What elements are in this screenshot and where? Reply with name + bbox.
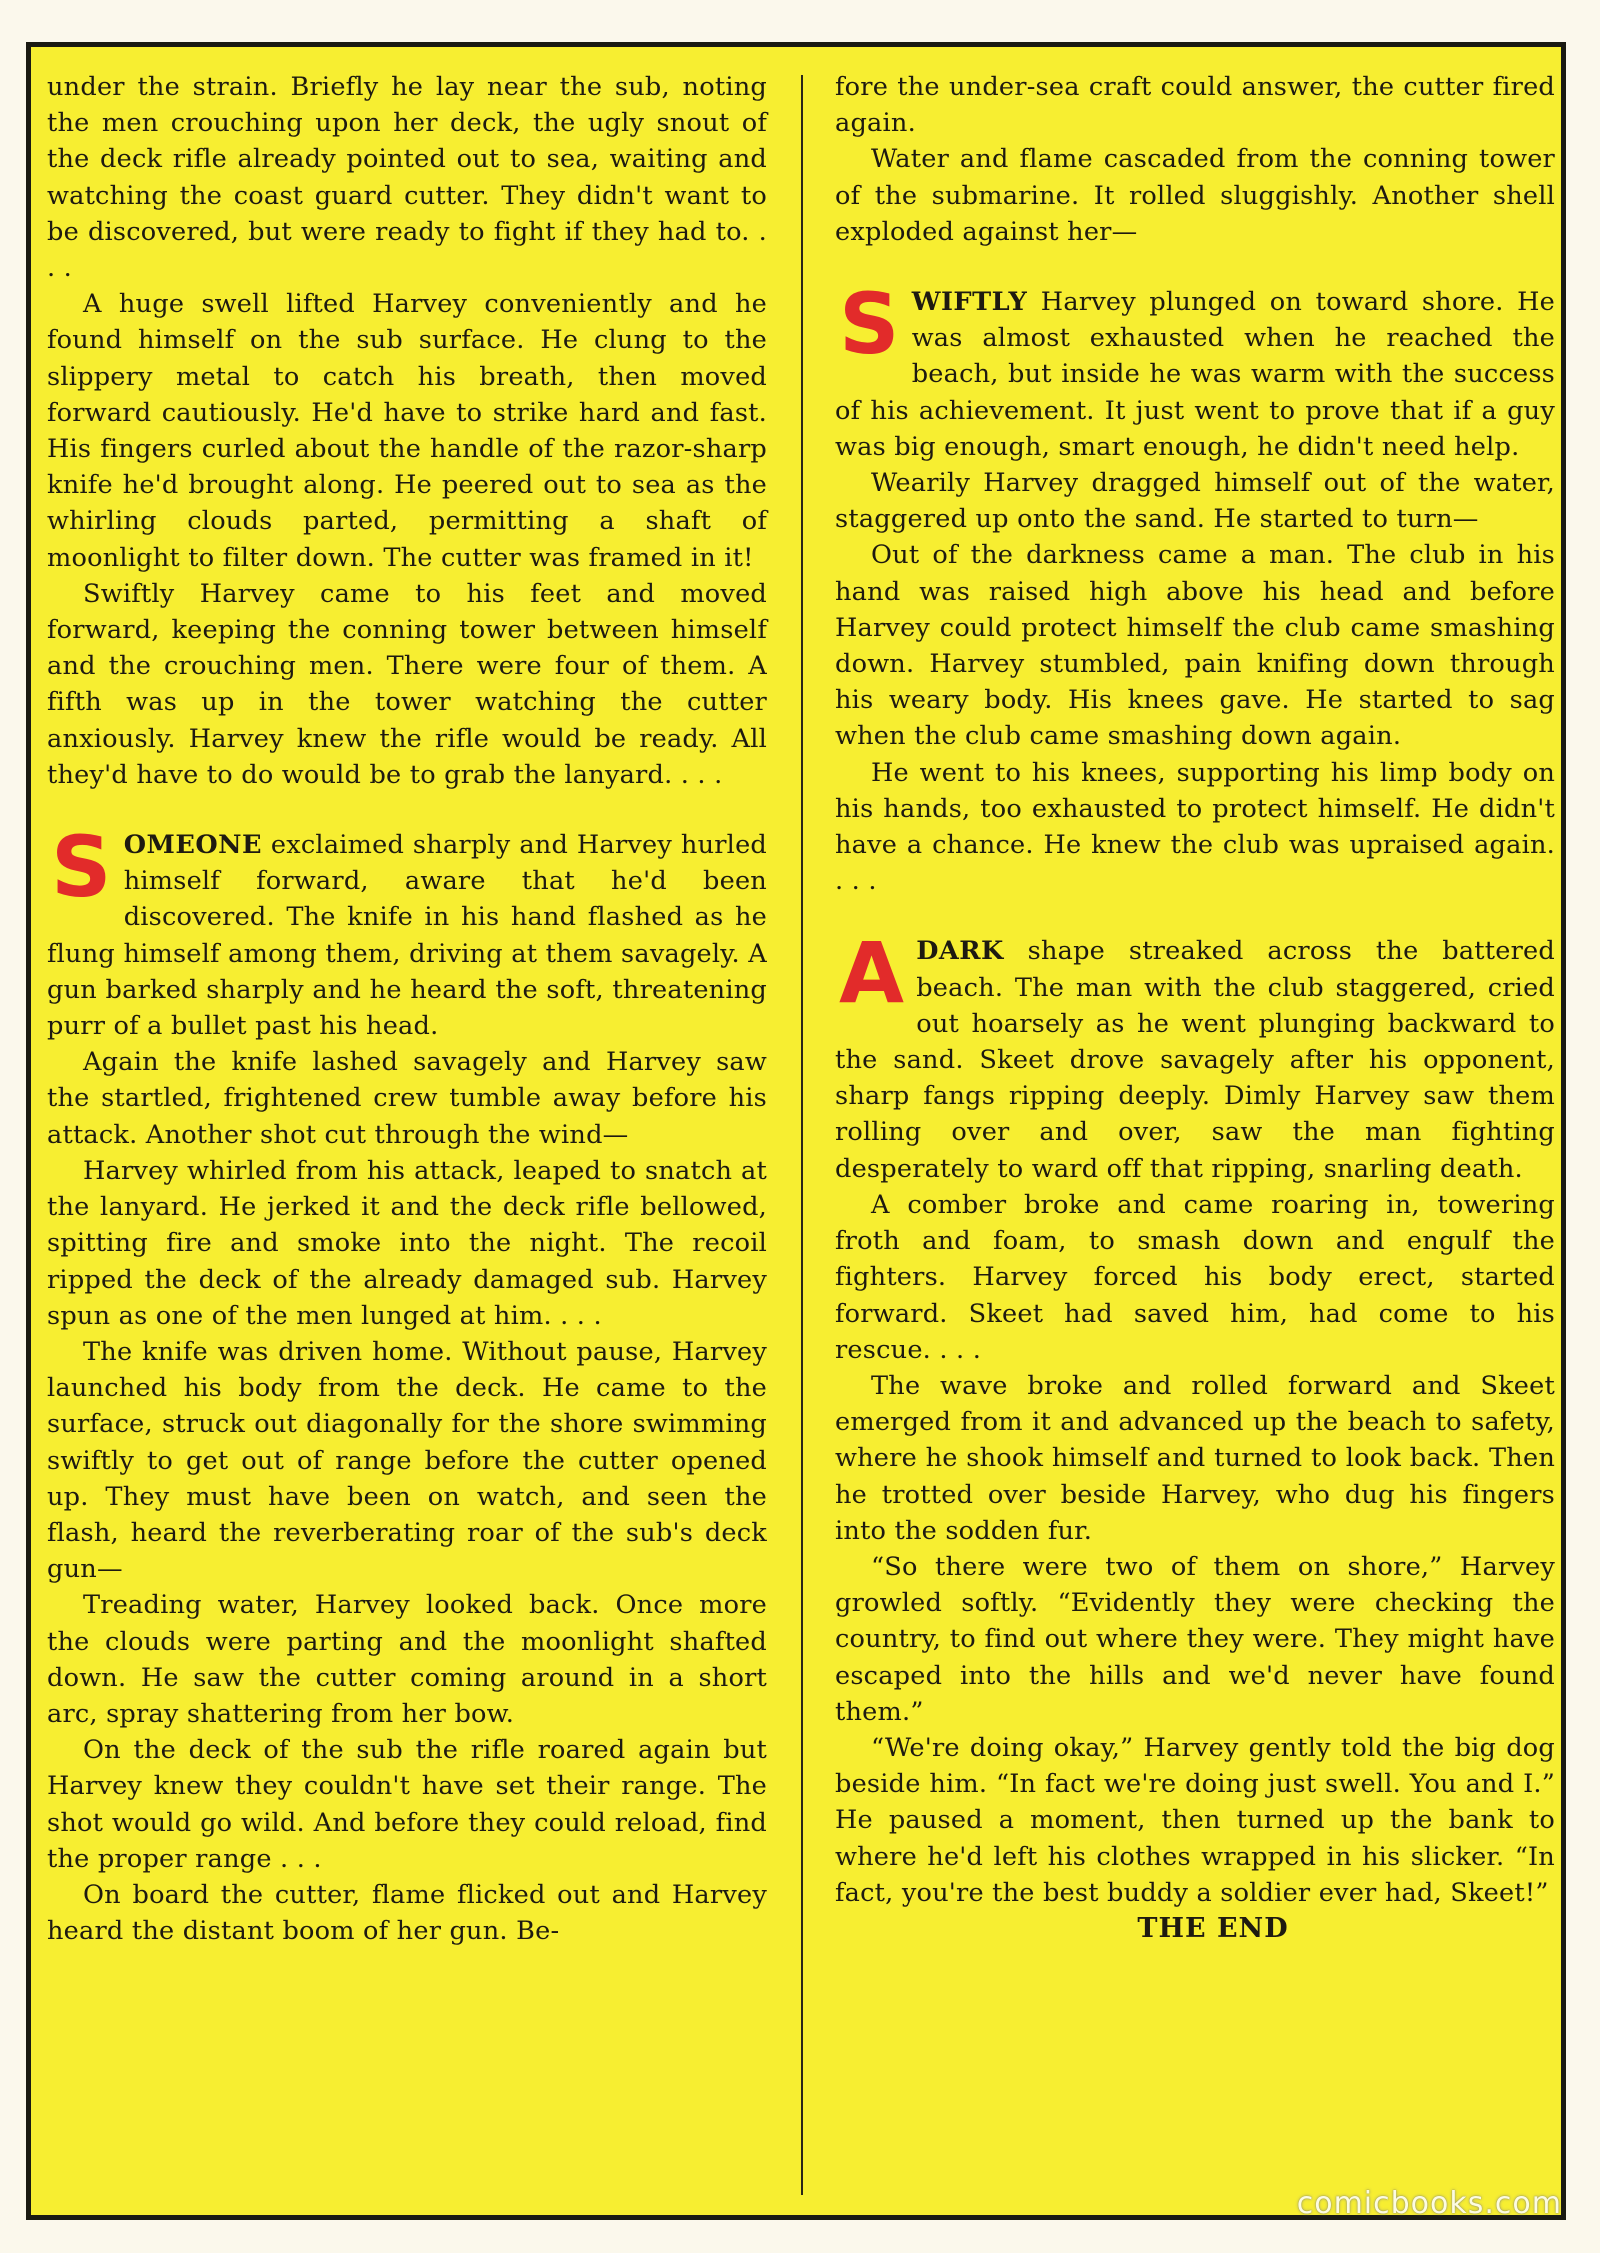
paragraph: The wave broke and rolled forward and Skeet emerged from it and advanced up the beach to safety, where he shook himself and turned to look back. Then he trotted over beside Harvey, who dug his fingers into the sodden fur.: [835, 1370, 1555, 1546]
paragraph: A huge swell lifted Harvey conveniently and he found himself on the sub surface. He clung to the slippery metal to catch his breath, then moved forward cautiously. He'd have to strike hard and fast. His fingers curled about the handle of the razor-sharp knife he'd brought along. He peered out to sea as the whirling clouds parted, permitting a shaft of moonlight to filter down. The cutter was framed in it!: [47, 289, 767, 573]
paragraph: The knife was driven home. Without pause, Harvey launched his body from the deck. He came to the surface, struck out diagonally for the shore swimming swiftly to get out of range before the cutter opened up. They must have been on watch, and seen the flash, heard the reverberating roar of the sub's deck gun—: [47, 1336, 767, 1585]
right-column: [835, 69, 1555, 1947]
column-divider: [801, 75, 803, 2195]
paragraph: On board the cutter, flame flicked out and Harvey heard the distant boom of her gun. Be-: [47, 1879, 767, 1947]
paragraph: Out of the darkness came a man. The club in his hand was raised high above his head and before Harvey could protect himself the club came smashing down. Harvey stumbled, pain knifing down through his weary body. His knees gave. He started to sag when the club came smashing down again.: [835, 540, 1555, 752]
paragraph: Water and flame cascaded from the conning tower of the submarine. It rolled sluggishly. Another shell exploded against her—: [835, 144, 1555, 247]
paragraph-text: Harvey plunged on toward shore. He was almost exhausted when he reached the beach, but inside he was warm with the success of his achievement. It just went to prove that if a guy was big enough, smart enough, he didn't need help.: [835, 287, 1555, 462]
drop-cap-letter: A: [839, 924, 905, 1023]
paragraph: “So there were two of them on shore,” Harvey growled softly. “Evidently they were checking the country, to find out where they were. They might have escaped into the hills and we'd never have found them.”: [835, 1551, 1555, 1727]
lead-word: OMEONE: [123, 830, 263, 861]
drop-cap-paragraph: [835, 275, 1555, 465]
lead-word: WIFTLY: [911, 287, 1028, 318]
paragraph: “We're doing okay,” Harvey gently told the big dog beside him. “In fact we're doing just swell. You and I.” He paused a moment, then turned up the bank to where he'd left his clothes wrapped in his slicker. “In fact, you're the best buddy a soldier ever had, Skeet!”: [835, 1732, 1555, 1908]
drop-cap-paragraph: [47, 818, 767, 1044]
story-frame: [26, 42, 1566, 2220]
paragraph: A comber broke and came roaring in, towering froth and foam, to smash down and engulf the fighters. Harvey forced his body erect, started forward. Skeet had saved him, had come to his rescue. . . .: [835, 1189, 1555, 1365]
paragraph-text: shape streaked across the battered beach. The man with the club staggered, cried out hoarsely as he went plunging backward to the sand. Skeet drove savagely after his opponent, sharp fangs ripping deeply. Dimly Harvey saw them rolling over and over, saw the man fighting desperately to ward off that ripping, snarling death.: [835, 936, 1555, 1184]
paragraph: under the strain. Briefly he lay near the sub, noting the men crouching upon her deck, the ugly snout of the deck rifle already pointed out to sea, waiting and watching the coast guard cutter. They didn't want to be discovered, but were ready to fight if they had to. . . .: [47, 72, 767, 284]
paragraph: fore the under-sea craft could answer, the cutter fired again.: [835, 72, 1555, 139]
paragraph: Wearily Harvey dragged himself out of the water, staggered up onto the sand. He started to turn—: [835, 468, 1555, 535]
paragraph: Treading water, Harvey looked back. Once more the clouds were parting and the moonlight shafted down. He saw the cutter coming around in a short arc, spray shattering from her bow.: [47, 1590, 767, 1729]
paragraph: He went to his knees, supporting his limp body on his hands, too exhausted to protect himself. He didn't have a chance. He knew the club was upraised again. . . .: [835, 757, 1555, 897]
drop-cap-paragraph: [835, 924, 1555, 1186]
paragraph: Swiftly Harvey came to his feet and moved forward, keeping the conning tower between himself and the crouching men. There were four of them. A fifth was up in the tower watching the cutter anxiously. Harvey knew the rifle would be ready. All they'd have to do would be to grab the lanyard. . . .: [47, 578, 767, 790]
lead-word: DARK: [916, 936, 1004, 967]
the-end-label: THE END: [1137, 1912, 1289, 1944]
paragraph: On the deck of the sub the rifle roared again but Harvey knew they couldn't have set their range. The shot would go wild. And before they could reload, find the proper range . . .: [47, 1735, 767, 1874]
paragraph: Again the knife lashed savagely and Harvey saw the startled, frightened crew tumble away before his attack. Another shot cut through the wind—: [47, 1047, 767, 1150]
drop-cap-letter: S: [51, 818, 112, 917]
watermark-text: comicbooks.com: [1296, 2186, 1562, 2221]
paragraph-text: exclaimed sharply and Harvey hurled himself forward, aware that he'd been discovered. The knife in his hand flashed as he flung himself among them, driving at them savagely. A gun barked sharply and he heard the soft, threatening purr of a bullet past his head.: [47, 830, 767, 1042]
drop-cap-letter: S: [839, 275, 900, 374]
paragraph: Harvey whirled from his attack, leaped to snatch at the lanyard. He jerked it and the deck rifle bellowed, spitting fire and smoke into the night. The recoil ripped the deck of the already damaged sub. Harvey spun as one of the men lunged at him. . . .: [47, 1155, 767, 1331]
left-column: [47, 69, 767, 1949]
